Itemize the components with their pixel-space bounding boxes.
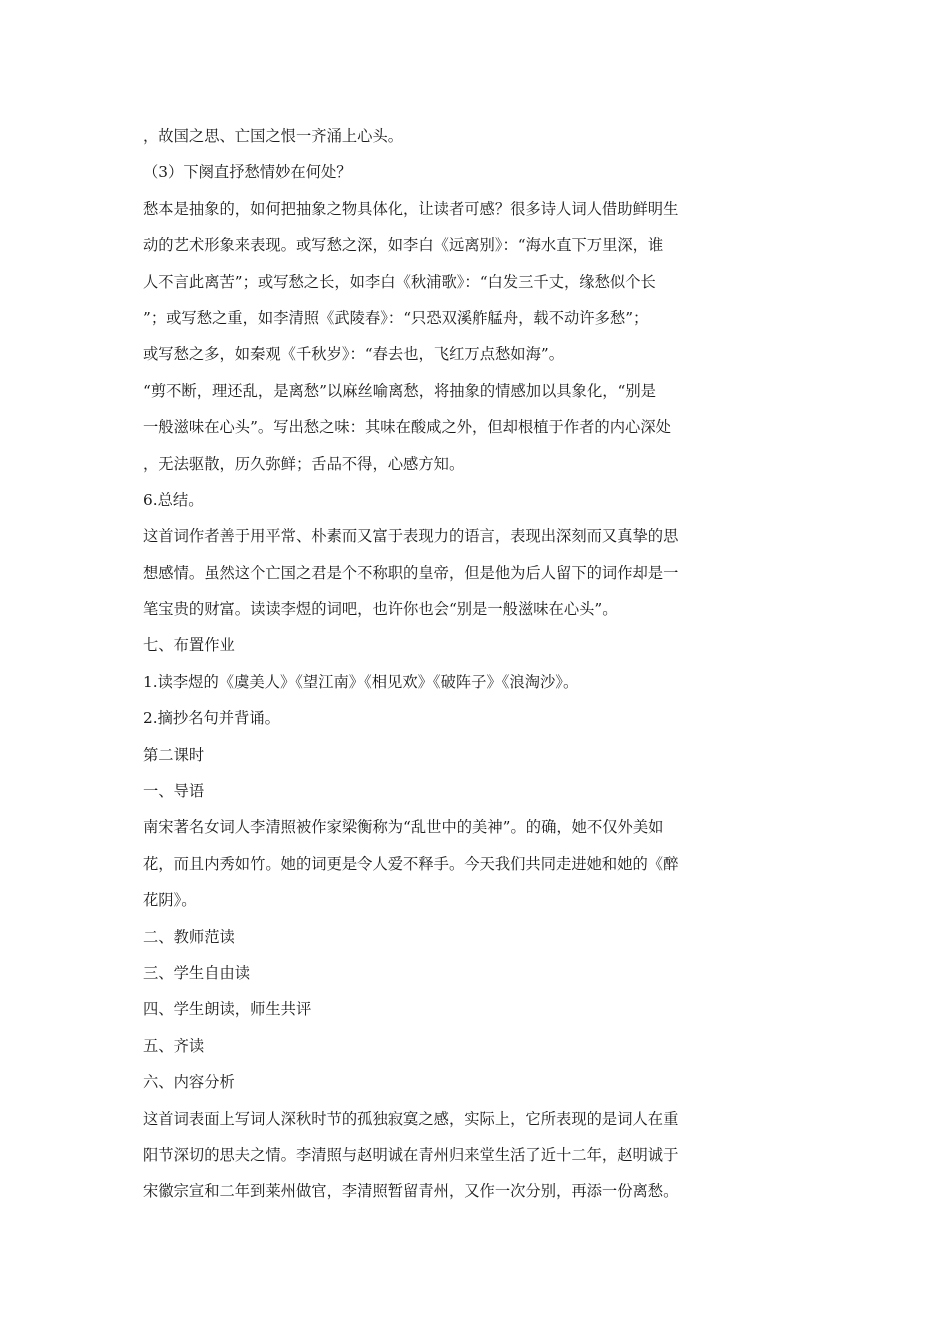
text-line: 或写愁之多，如秦观《千秋岁》：“春去也，飞红万点愁如海”。 [143,345,565,364]
text-line: 南宋著名女词人李清照被作家梁衡称为“乱世中的美神”。的确，她不仅外美如 [143,818,664,837]
section-heading: 六、内容分析 [143,1073,235,1092]
text-line: ，故国之思、亡国之恨一齐涌上心头。 [143,127,404,145]
section-heading: 三、学生自由读 [143,963,251,982]
text-line: ”；或写愁之重，如李清照《武陵春》：“只恐双溪舴艋舟，载不动许多愁”； [143,308,649,327]
text-line: 阳节深切的思夫之情。李清照与赵明诚在青州归来堂生活了近十二年，赵明诚于 [143,1145,679,1164]
text-line: ，无法驱散，历久弥鲜；舌品不得，心感方知。 [143,454,465,473]
text-line: “剪不断，理还乱，是离愁”以麻丝喻离愁，将抽象的情感加以具象化，“别是 [143,381,656,400]
section-heading: 6.总结。 [143,490,204,509]
list-item: 2.摘抄名句并背诵。 [143,709,280,728]
text-line: 想感情。虽然这个亡国之君是个不称职的皇帝，但是他为后人留下的词作却是一 [143,563,679,582]
text-line: 笔宝贵的财富。读读李煜的词吧，也许你也会“别是一般滋味在心头”。 [143,600,618,619]
section-heading: 二、教师范读 [143,927,235,946]
text-line: 一般滋味在心头”。写出愁之味：其味在酸咸之外，但却根植于作者的内心深处 [143,418,671,437]
text-line: 花阴》。 [143,891,197,910]
section-heading: 七、布置作业 [143,636,235,655]
document-body [143,118,808,1210]
text-line: 花，而且内秀如竹。她的词更是令人爱不释手。今天我们共同走进她和她的《醉 [143,854,679,873]
text-line: 宋徽宗宣和二年到莱州做官，李清照暂留青州，又作一次分别，再添一份离愁。 [143,1182,679,1201]
section-heading: 四、学生朗读，师生共评 [143,1000,312,1019]
text-line: 人不言此离苦”；或写愁之长，如李白《秋浦歌》：“白发三千丈，缘愁似个长 [143,272,656,291]
section-heading: 五、齐读 [143,1036,205,1055]
text-line: 愁本是抽象的，如何把抽象之物具体化，让读者可感？很多诗人词人借助鲜明生 [143,199,679,218]
text-line: 这首词作者善于用平常、朴素而又富于表现力的语言，表现出深刻而又真挚的思 [143,527,679,546]
text-line: 这首词表面上写词人深秋时节的孤独寂寞之感，实际上，它所表现的是词人在重 [143,1109,679,1128]
section-heading: 一、导语 [143,782,205,801]
section-heading: （3）下阕直抒愁情妙在何处？ [143,163,352,182]
section-heading: 第二课时 [143,745,205,764]
list-item: 1.读李煜的《虞美人》《望江南》《相见欢》《破阵子》《浪淘沙》。 [143,672,579,691]
text-line: 动的艺术形象来表现。或写愁之深，如李白《远离别》：“海水直下万里深，谁 [143,236,664,255]
